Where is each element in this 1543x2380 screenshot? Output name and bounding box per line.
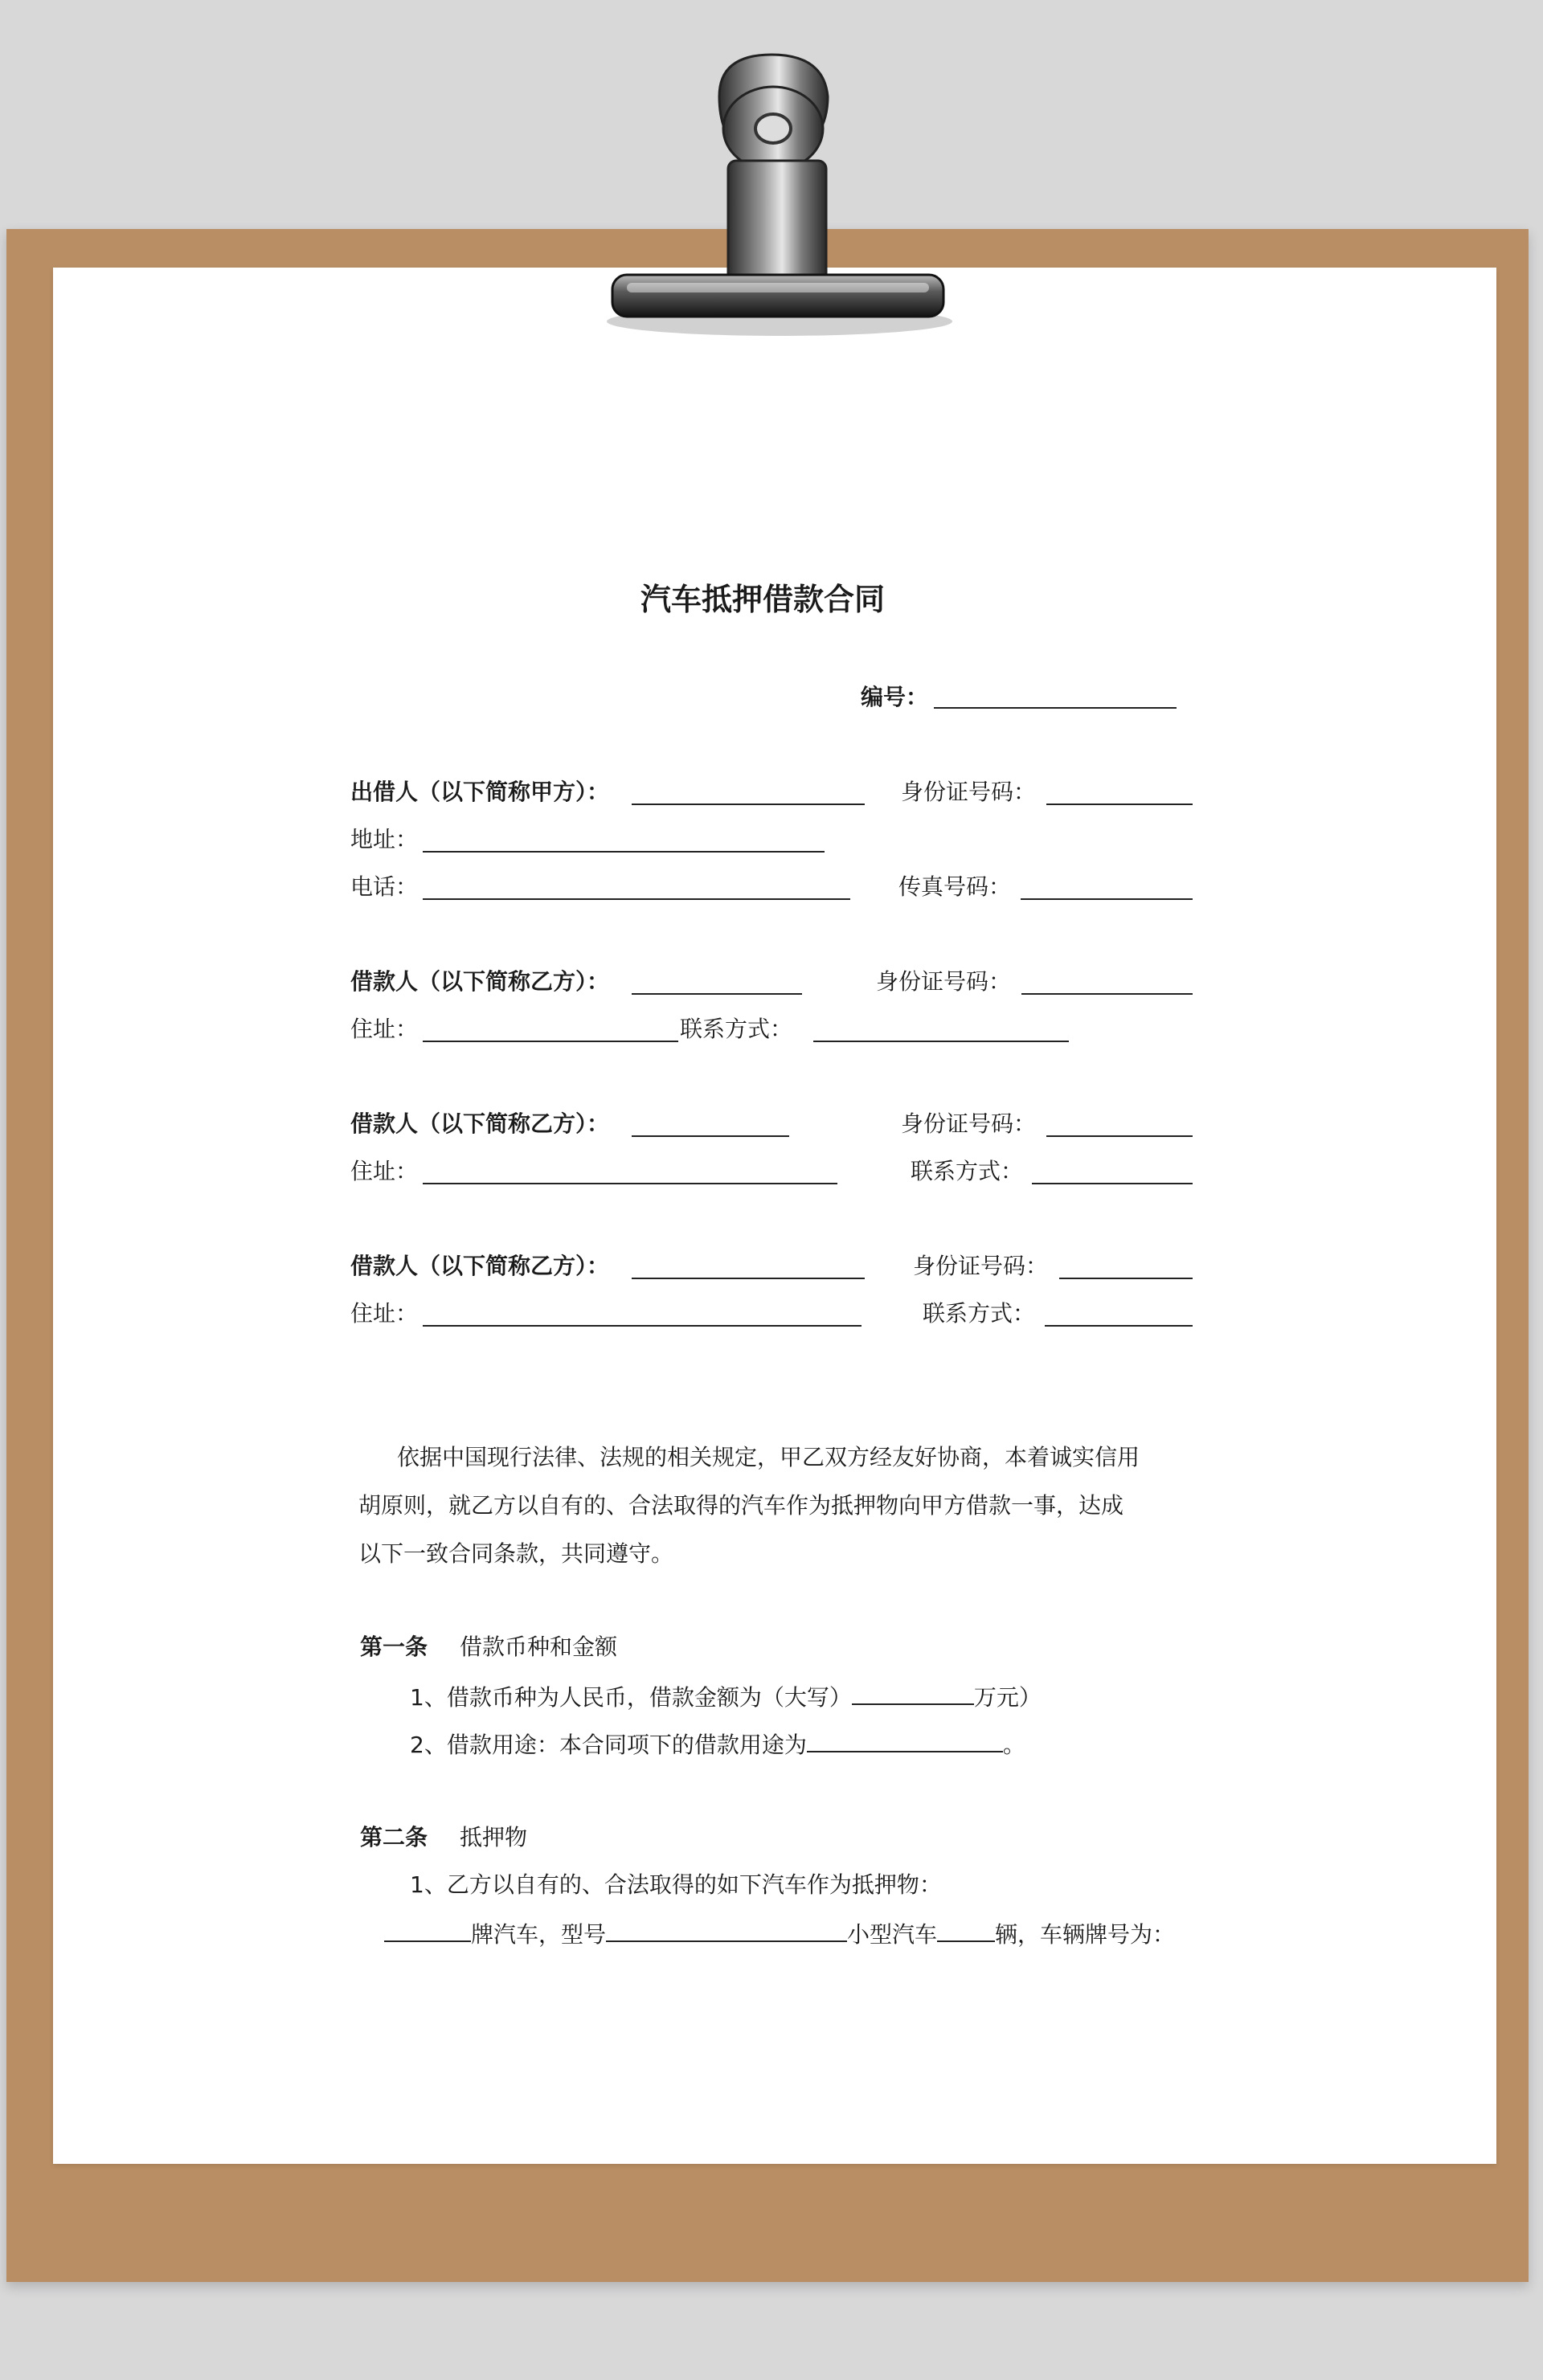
borrower-2-name-label: 借款人（以下简称乙方）： xyxy=(350,1110,610,1137)
lender-id-label: 身份证号码： xyxy=(901,779,1037,805)
vehicle-brand-field[interactable] xyxy=(384,1916,471,1942)
borrower-2-name-field[interactable] xyxy=(632,1135,789,1137)
borrower-1-id-field[interactable] xyxy=(1021,993,1193,995)
vehicle-details-line xyxy=(384,1916,1175,1951)
preamble-line-1: 依据中国现行法律、法规的相关规定，甲乙双方经友好协商，本着诚实信用 xyxy=(397,1444,1140,1470)
lender-name-label: 出借人（以下简称甲方）： xyxy=(350,779,610,805)
number-field[interactable] xyxy=(934,707,1177,709)
article-1-item-2-end: 。 xyxy=(1002,1732,1025,1758)
preamble-line-3: 以下一致合同条款，共同遵守。 xyxy=(358,1540,674,1567)
lender-fax-field[interactable] xyxy=(1021,898,1193,900)
borrower-1-id-label: 身份证号码： xyxy=(876,968,1012,995)
lender-phone-label: 电话： xyxy=(350,873,419,900)
borrower-1-contact-label: 联系方式： xyxy=(680,1016,793,1042)
article-1-title: 借款币种和金额 xyxy=(460,1634,618,1660)
borrower-3-contact-field[interactable] xyxy=(1045,1325,1193,1327)
article-2-item-1: 1、乙方以自有的、合法取得的如下汽车作为抵押物： xyxy=(410,1871,942,1898)
borrower-3-id-label: 身份证号码： xyxy=(913,1253,1049,1279)
number-label: 编号： xyxy=(861,684,929,710)
borrower-3-id-field[interactable] xyxy=(1059,1278,1193,1279)
binder-clip-icon xyxy=(579,48,964,354)
article-1-item-1 xyxy=(410,1679,1042,1714)
borrower-3-name-label: 借款人（以下简称乙方）： xyxy=(350,1253,610,1279)
loan-amount-field[interactable] xyxy=(852,1679,974,1705)
vehicle-brand-label: 牌汽车，型号 xyxy=(471,1921,607,1948)
lender-fax-label: 传真号码： xyxy=(898,873,1012,900)
lender-id-field[interactable] xyxy=(1046,804,1193,805)
article-1-heading: 第一条 xyxy=(360,1634,428,1660)
borrower-2-address-label: 住址： xyxy=(350,1158,419,1184)
article-1-item-2 xyxy=(410,1727,1025,1761)
borrower-3-address-label: 住址： xyxy=(350,1300,419,1327)
borrower-3-name-field[interactable] xyxy=(632,1278,865,1279)
borrower-1-contact-field[interactable] xyxy=(813,1041,1069,1042)
vehicle-type-label: 小型汽车 xyxy=(847,1921,938,1948)
article-1-item-1-text: 1、借款币种为人民币，借款金额为（大写） xyxy=(410,1684,852,1711)
borrower-2-contact-label: 联系方式： xyxy=(911,1158,1024,1184)
borrower-1-address-label: 住址： xyxy=(350,1016,419,1042)
borrower-3-contact-label: 联系方式： xyxy=(923,1300,1036,1327)
lender-name-field[interactable] xyxy=(632,804,865,805)
borrower-2-id-field[interactable] xyxy=(1046,1135,1193,1137)
borrower-2-id-label: 身份证号码： xyxy=(901,1110,1037,1137)
vehicle-plate-label: 辆，车辆牌号为： xyxy=(995,1921,1176,1948)
borrower-3-address-field[interactable] xyxy=(423,1325,862,1327)
article-2-title: 抵押物 xyxy=(460,1824,528,1850)
vehicle-count-field[interactable] xyxy=(937,1916,995,1942)
loan-purpose-field[interactable] xyxy=(807,1727,1003,1752)
contract-title: 汽车抵押借款合同 xyxy=(641,582,886,617)
article-1-item-2-text: 2、借款用途：本合同项下的借款用途为 xyxy=(410,1732,807,1758)
borrower-2-address-field[interactable] xyxy=(423,1183,837,1184)
preamble-line-2: 胡原则，就乙方以自有的、合法取得的汽车作为抵押物向甲方借款一事，达成 xyxy=(358,1492,1124,1519)
lender-address-field[interactable] xyxy=(423,851,825,853)
borrower-2-contact-field[interactable] xyxy=(1032,1183,1193,1184)
article-1-item-1-unit: 万元） xyxy=(973,1684,1042,1711)
vehicle-model-field[interactable] xyxy=(606,1916,847,1942)
borrower-1-name-field[interactable] xyxy=(632,993,802,995)
lender-address-label: 地址： xyxy=(350,826,419,853)
article-2-heading: 第二条 xyxy=(360,1824,428,1850)
borrower-1-address-field[interactable] xyxy=(423,1041,678,1042)
borrower-1-name-label: 借款人（以下简称乙方）： xyxy=(350,968,610,995)
lender-phone-field[interactable] xyxy=(423,898,850,900)
